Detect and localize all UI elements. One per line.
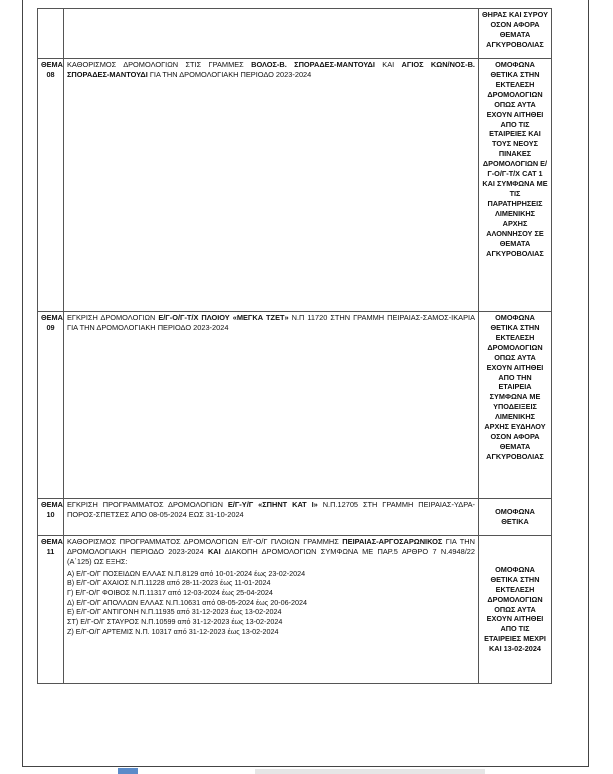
list-item: Β) Ε/Γ-Ο/Γ ΑΧΑΙΟΣ Ν.Π.11228 από 28-11-2023 έως 11-01-2024: [67, 578, 271, 588]
list-item: ΣΤ) Ε/Γ-Ο/Γ ΣΤΑΥΡΟΣ Ν.Π.10599 από 31-12-2023 έως 13-02-2024: [67, 616, 283, 626]
topic-number: [38, 9, 64, 59]
topic-subject: ΕΓΚΡΙΣΗ ΔΡΟΜΟΛΟΓΙΩΝ Ε/Γ-Ο/Γ-Τ/Χ ΠΛΟΙΟΥ «ΜΕΓΚΑ ΤΖΕΤ» Ν.Π 11720 ΣΤΗΝ ΓΡΑΜΜΗ ΠΕΙΡΑΙΑΣ-ΣΑΜΟΣ-ΙΚΑΡΙΑ ΓΙΑ ΤΗΝ ΔΡΟΜΟΛΟΓΙΑΚΗ ΠΕΡΙΟΔΟ 2023-2024: [64, 312, 479, 499]
table-row: [38, 499, 552, 536]
list-item: Δ) Ε/Γ-Ο/Γ ΑΠΟΛΛΩΝ ΕΛΛΑΣ Ν.Π.10631 από 08-05-2024 έως 20-06-2024: [67, 597, 307, 607]
list-item: Α) Ε/Γ-Ο/Γ ΠΟΣΕΙΔΩΝ ΕΛΛΑΣ Ν.Π.8129 από 10-01-2024 έως 23-02-2024: [67, 568, 306, 578]
topic-subject: ΚΑΘΟΡΙΣΜΟΣ ΠΡΟΓΡΑΜΜΑΤΟΣ ΔΡΟΜΟΛΟΓΙΩΝ Ε/Γ-Ο/Γ ΠΛΟΙΩΝ ΓΡΑΜΜΗΣ ΠΕΙΡΑΙΑΣ-ΑΡΓΟΣΑΡΩΝΙΚΟΣ ΓΙΑ ΤΗΝ ΔΡΟΜΟΛΟΓΙΑΚΗ ΠΕΡΙΟΔΟ 2023-2024 ΚΑΙ ΔΙΑΚΟΠΗ ΔΡΟΜΟΛΟΓΙΩΝ ΣΥΜΦΩΝΑ ΜΕ ΠΑΡ.5 ΑΡΘΡΟ 7 Ν.4948/22 (Α΄125) ΩΣ ΕΞΗΣ: Α) Ε/Γ-Ο/Γ ΠΟΣΕΙΔΩΝ ΕΛΛΑΣ Ν.Π.8129 από 10-01-2024 έως 23-02-2024 Β) Ε/Γ-Ο/Γ ΑΧΑΙΟΣ Ν.Π.11228 από 28-11-2023 έως 11-01-2024 Γ) Ε/Γ-Ο/Γ ΦΟΙΒΟΣ Ν.Π.11317 από 12-03-2024 έως 25-04-2024 Δ) Ε/Γ-Ο/Γ ΑΠΟΛΛΩΝ ΕΛΛΑΣ Ν.Π.10631 από 08-05-2024 έως 20-06-2024 Ε) Ε/Γ-Ο/Γ ΑΝΤΙΓΟΝΗ Ν.Π.11935 από 31-12-2023 έως 13-02-2024 ΣΤ) Ε/Γ-Ο/Γ ΣΤΑΥΡΟΣ Ν.Π.10599 από 31-12-2023 έως 13-02-2024 Ζ) Ε/Γ-Ο/Γ ΑΡΤΕΜΙΣ Ν.Π. 10317 από 31-12-2023 έως 13-02-2024: [64, 536, 479, 684]
decision-result: ΟΜΟΦΩΝΑ ΘΕΤΙΚΑ ΣΤΗΝ ΕΚΤΕΛΕΣΗ ΔΡΟΜΟΛΟΓΙΩΝ ΟΠΩΣ ΑΥΤΑ ΕΧΟΥΝ ΑΙΤΗΘΕΙ ΑΠΟ ΤΙΣ ΕΤΑΙΡΕΙΕΣ ΜΕΧΡΙ ΚΑΙ 13-02-2024: [479, 536, 552, 684]
decision-result: ΘΗΡΑΣ ΚΑΙ ΣΥΡΟΥ ΟΣΟΝ ΑΦΟΡΑ ΘΕΜΑΤΑ ΑΓΚΥΡΟΒΟΛΙΑΣ: [479, 9, 552, 59]
ship-list: [67, 569, 475, 636]
topic-subject: [64, 9, 479, 59]
topic-number: ΘΕΜΑ 10: [38, 499, 64, 536]
topic-number: ΘΕΜΑ 11: [38, 536, 64, 684]
decision-result: ΟΜΟΦΩΝΑ ΘΕΤΙΚΑ ΣΤΗΝ ΕΚΤΕΛΕΣΗ ΔΡΟΜΟΛΟΓΙΩΝ ΟΠΩΣ ΑΥΤΑ ΕΧΟΥΝ ΑΙΤΗΘΕΙ ΑΠΟ ΤΙΣ ΕΤΑΙΡΕΙΕΣ ΚΑΙ ΤΟΥΣ ΝΕΟΥΣ ΠΙΝΑΚΕΣ ΔΡΟΜΟΛΟΓΙΩΝ Ε/Γ-Ο/Γ-Τ/Χ CAT 1 ΚΑΙ ΣΥΜΦΩΝΑ ΜΕ ΤΙΣ ΠΑΡΑΤΗΡΗΣΕΙΣ ΛΙΜΕΝΙΚΗΣ ΑΡΧΗΣ ΑΛΟΝΝΗΣΟΥ ΣΕ ΘΕΜΑΤΑ ΑΓΚΥΡΟΒΟΛΙΑΣ: [479, 59, 552, 312]
table-row: [38, 59, 552, 312]
decision-result: ΟΜΟΦΩΝΑ ΘΕΤΙΚΑ: [479, 499, 552, 536]
topic-number: ΘΕΜΑ 09: [38, 312, 64, 499]
list-item: Γ) Ε/Γ-Ο/Γ ΦΟΙΒΟΣ Ν.Π.11317 από 12-03-2024 έως 25-04-2024: [67, 588, 273, 598]
table-row: [38, 536, 552, 684]
decisions-table: [37, 8, 552, 684]
topic-subject: ΚΑΘΟΡΙΣΜΟΣ ΔΡΟΜΟΛΟΓΙΩΝ ΣΤΙΣ ΓΡΑΜΜΕΣ ΒΟΛΟΣ-Β. ΣΠΟΡΑΔΕΣ-ΜΑΝΤΟΥΔΙ ΚΑΙ ΑΓΙΟΣ ΚΩΝ/ΝΟΣ-Β. ΣΠΟΡΑΔΕΣ-ΜΑΝΤΟΥΔΙ ΓΙΑ ΤΗΝ ΔΡΟΜΟΛΟΓΙΑΚΗ ΠΕΡΙΟΔΟ 2023-2024: [64, 59, 479, 312]
topic-subject: ΕΓΚΡΙΣΗ ΠΡΟΓΡΑΜΜΑΤΟΣ ΔΡΟΜΟΛΟΓΙΩΝ Ε/Γ-Υ/Γ «ΣΠΗΝΤ ΚΑΤ Ι» Ν.Π.12705 ΣΤΗ ΓΡΑΜΜΗ ΠΕΙΡΑΙΑΣ-ΥΔΡΑ-ΠΟΡΟΣ-ΣΠΕΤΣΕΣ ΑΠΟ 08-05-2024 ΕΩΣ 31-10-2024: [64, 499, 479, 536]
topic-number: ΘΕΜΑ 08: [38, 59, 64, 312]
list-item: Ζ) Ε/Γ-Ο/Γ ΑΡΤΕΜΙΣ Ν.Π. 10317 από 31-12-2023 έως 13-02-2024: [67, 626, 279, 636]
decision-result: ΟΜΟΦΩΝΑ ΘΕΤΙΚΑ ΣΤΗΝ ΕΚΤΕΛΕΣΗ ΔΡΟΜΟΛΟΓΙΩΝ ΟΠΩΣ ΑΥΤΑ ΕΧΟΥΝ ΑΙΤΗΘΕΙ ΑΠΟ ΤΗΝ ΕΤΑΙΡΕΙΑ ΣΥΜΦΩΝΑ ΜΕ ΥΠΟΔΕΙΞΕΙΣ ΛΙΜΕΝΙΚΗΣ ΑΡΧΗΣ ΕΥΔΗΛΟΥ ΟΣΟΝ ΑΦΟΡΑ ΘΕΜΑΤΑ ΑΓΚΥΡΟΒΟΛΙΑΣ: [479, 312, 552, 499]
footer-logo-fragment: [118, 768, 138, 774]
table-row: [38, 312, 552, 499]
footer-fragment: [255, 769, 485, 774]
table-row: [38, 9, 552, 59]
list-item: Ε) Ε/Γ-Ο/Γ ΑΝΤΙΓΟΝΗ Ν.Π.11935 από 31-12-2023 έως 13-02-2024: [67, 607, 282, 617]
